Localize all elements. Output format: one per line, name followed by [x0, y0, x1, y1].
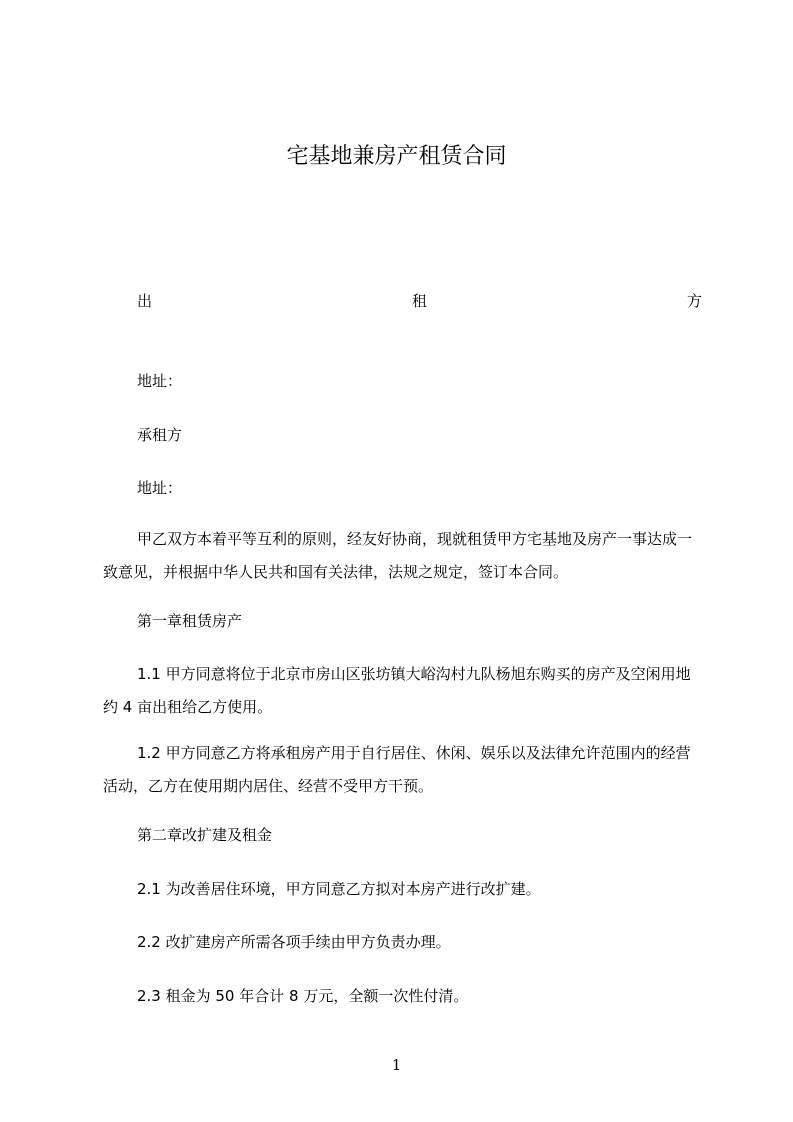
clause-1-2: 1.2 甲方同意乙方将承租房产用于自行居住、休闲、娱乐以及法律允许范围内的经营活动，乙方在使用期内居住、经营不受甲方干预。	[103, 744, 691, 795]
lessee-label: 承租方	[137, 426, 183, 444]
lessor-label-char-3: 方	[686, 292, 702, 310]
document-title: 宅基地兼房产租赁合同	[286, 144, 507, 169]
preamble-paragraph: 甲乙双方本着平等互利的原则，经友好协商，现就租赁甲方宅基地及房产一事达成一致意见，并根据中华人民共和国有关法律，法规之规定，签订本合同。	[103, 530, 693, 581]
lessor-label	[137, 290, 702, 312]
clause-2-2: 2.2 改扩建房产所需各项手续由甲方负责办理。	[137, 933, 451, 951]
clause-2-3: 2.3 租金为 50 年合计 8 万元，全额一次性付清。	[137, 987, 469, 1005]
page-number: 1	[391, 1056, 402, 1074]
chapter-2-heading: 第二章改扩建及租金	[137, 826, 273, 844]
lessor-address: 地址：	[137, 372, 183, 390]
clause-1-1: 1.1 甲方同意将位于北京市房山区张坊镇大峪沟村九队杨旭东购买的房产及空闲用地约 4 亩出租给乙方使用。	[103, 665, 691, 716]
lessor-label-char-1: 出	[137, 292, 153, 310]
chapter-1-heading: 第一章租赁房产	[137, 612, 243, 630]
lessor-label-char-2: 租	[411, 292, 427, 310]
lessee-address: 地址：	[137, 479, 183, 497]
clause-2-1: 2.1 为改善居住环境，甲方同意乙方拟对本房产进行改扩建。	[137, 880, 541, 898]
